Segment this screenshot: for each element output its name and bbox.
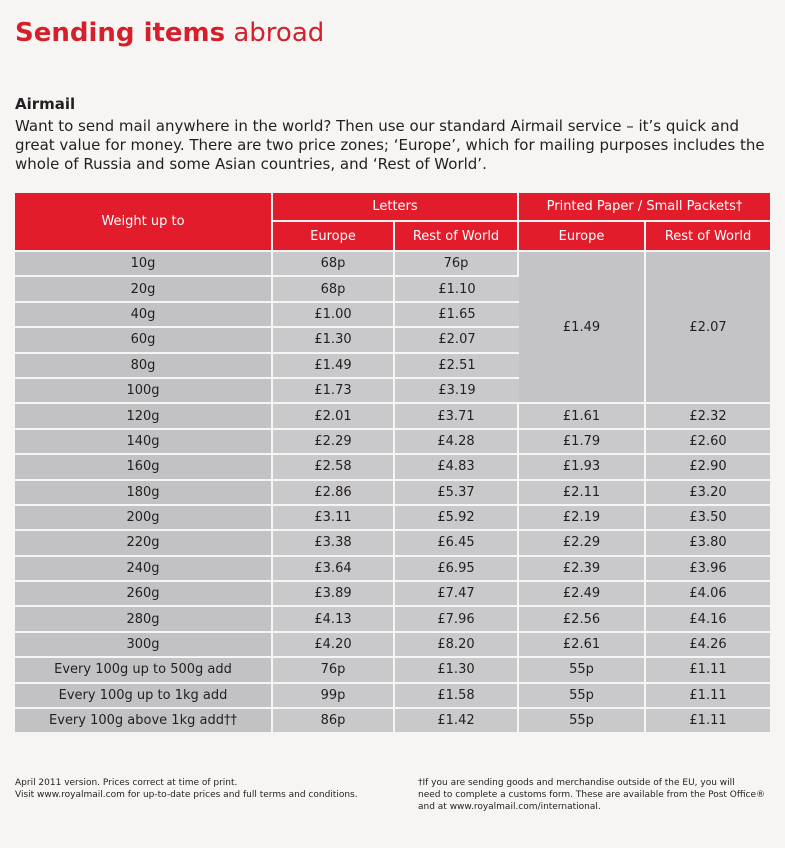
table-row [15, 531, 770, 556]
table-row [15, 582, 770, 607]
letters-europe-cell: 68p [273, 252, 395, 277]
table-row [15, 430, 770, 455]
weight-cell: 120g [15, 404, 273, 429]
letters-row-cell: £5.37 [395, 481, 519, 506]
letters-row-cell: £2.07 [395, 328, 519, 353]
printed-europe-cell: £2.61 [519, 633, 646, 658]
weight-cell: 280g [15, 607, 273, 632]
table-row [15, 455, 770, 480]
letters-europe-cell: £4.20 [273, 633, 395, 658]
page-title [15, 18, 324, 48]
weight-cell: 140g [15, 430, 273, 455]
letters-row-cell: £1.10 [395, 277, 519, 302]
table-row [15, 557, 770, 582]
letters-europe-cell: £1.73 [273, 379, 395, 404]
printed-row-cell: £4.26 [646, 633, 770, 658]
letters-europe-cell: £2.58 [273, 455, 395, 480]
letters-row-cell: £8.20 [395, 633, 519, 658]
letters-europe-cell: £1.49 [273, 354, 395, 379]
printed-row-cell: £3.80 [646, 531, 770, 556]
table-row [15, 506, 770, 531]
weight-cell: 220g [15, 531, 273, 556]
rates-table [15, 193, 770, 734]
printed-europe-cell: £2.29 [519, 531, 646, 556]
letters-europe-cell: £3.11 [273, 506, 395, 531]
letters-row-cell: £4.83 [395, 455, 519, 480]
letters-europe-cell: 76p [273, 658, 395, 683]
airmail-heading: Airmail [15, 95, 76, 113]
letters-europe-cell: £2.01 [273, 404, 395, 429]
airmail-intro: Want to send mail anywhere in the world? Then use our standard Airmail service – it’s quick and great value for money. There are two price zones; ‘Europe’, which for mailing purposes includes the whole of Russia and some Asian countries, and ‘Rest of World’. [15, 117, 765, 173]
printed-row-cell: £3.20 [646, 481, 770, 506]
letters-row-cell: £1.65 [395, 303, 519, 328]
letters-row-cell: £1.58 [395, 684, 519, 709]
table-row [15, 658, 770, 683]
letters-row-cell: £3.19 [395, 379, 519, 404]
table-row [15, 684, 770, 709]
weight-cell: Every 100g above 1kg add†† [15, 709, 273, 734]
letters-europe-header: Europe [273, 222, 395, 252]
letters-row-cell: £1.30 [395, 658, 519, 683]
weight-cell: 20g [15, 277, 273, 302]
table-row [15, 607, 770, 632]
weight-cell: 40g [15, 303, 273, 328]
printed-europe-cell: £2.19 [519, 506, 646, 531]
weight-cell: 300g [15, 633, 273, 658]
table-row [15, 709, 770, 734]
letters-row-cell: £6.45 [395, 531, 519, 556]
printed-europe-cell: 55p [519, 658, 646, 683]
printed-row-cell: £2.32 [646, 404, 770, 429]
table-row [15, 481, 770, 506]
page-title-bold: Sending items [15, 18, 226, 48]
letters-row-cell: £3.71 [395, 404, 519, 429]
printed-row-cell: £1.11 [646, 658, 770, 683]
weight-cell: 100g [15, 379, 273, 404]
letters-header: Letters [273, 193, 519, 222]
letters-europe-cell: £4.13 [273, 607, 395, 632]
footer-left-line: April 2011 version. Prices correct at time of print. [15, 778, 238, 788]
weight-cell: 60g [15, 328, 273, 353]
letters-europe-cell: £3.38 [273, 531, 395, 556]
printed-row-cell: £4.06 [646, 582, 770, 607]
letters-row-cell: £7.47 [395, 582, 519, 607]
letters-row-cell: £6.95 [395, 557, 519, 582]
letters-europe-cell: £1.30 [273, 328, 395, 353]
table-row [15, 633, 770, 658]
weight-cell: Every 100g up to 500g add [15, 658, 273, 683]
printed-row-cell: £4.16 [646, 607, 770, 632]
letters-europe-cell: £3.89 [273, 582, 395, 607]
letters-row-cell: £2.51 [395, 354, 519, 379]
letters-row-cell: £4.28 [395, 430, 519, 455]
weight-cell: 180g [15, 481, 273, 506]
printed-row-cell: £3.50 [646, 506, 770, 531]
weight-cell: 200g [15, 506, 273, 531]
printed-europe-cell: £2.11 [519, 481, 646, 506]
letters-row-cell: £1.42 [395, 709, 519, 734]
weight-cell: 160g [15, 455, 273, 480]
printed-header: Printed Paper / Small Packets† [519, 193, 770, 222]
printed-europe-cell: £1.61 [519, 404, 646, 429]
letters-europe-cell: 68p [273, 277, 395, 302]
footer-left [15, 777, 395, 801]
printed-row-cell: £3.96 [646, 557, 770, 582]
weight-cell: Every 100g up to 1kg add [15, 684, 273, 709]
printed-row-header: Rest of World [646, 222, 770, 252]
printed-row-cell: £2.90 [646, 455, 770, 480]
weight-cell: 80g [15, 354, 273, 379]
printed-europe-cell: £1.93 [519, 455, 646, 480]
printed-row-cell: £1.11 [646, 684, 770, 709]
printed-europe-merged-cell: £1.49 [519, 252, 646, 404]
printed-row-cell: £1.11 [646, 709, 770, 734]
footer-right-line: †If you are sending goods and merchandise outside of the EU, you will [418, 778, 735, 788]
letters-europe-cell: £3.64 [273, 557, 395, 582]
letters-row-cell: £7.96 [395, 607, 519, 632]
letters-row-cell: £5.92 [395, 506, 519, 531]
footer-left-line: Visit www.royalmail.com for up-to-date prices and full terms and conditions. [15, 790, 358, 800]
letters-europe-cell: 86p [273, 709, 395, 734]
letters-europe-cell: £2.29 [273, 430, 395, 455]
printed-row-merged-cell: £2.07 [646, 252, 770, 404]
printed-europe-cell: £2.49 [519, 582, 646, 607]
letters-europe-cell: £2.86 [273, 481, 395, 506]
printed-europe-cell: 55p [519, 709, 646, 734]
printed-europe-cell: £2.39 [519, 557, 646, 582]
letters-row-header: Rest of World [395, 222, 519, 252]
weight-header: Weight up to [15, 193, 273, 252]
table-row [15, 404, 770, 429]
printed-row-cell: £2.60 [646, 430, 770, 455]
footer-right [418, 777, 768, 813]
printed-europe-cell: £1.79 [519, 430, 646, 455]
letters-europe-cell: £1.00 [273, 303, 395, 328]
table-row [15, 252, 770, 277]
footer-right-line: and at www.royalmail.com/international. [418, 802, 601, 812]
weight-cell: 260g [15, 582, 273, 607]
weight-cell: 10g [15, 252, 273, 277]
letters-row-cell: 76p [395, 252, 519, 277]
printed-europe-cell: £2.56 [519, 607, 646, 632]
footer-right-line: need to complete a customs form. These are available from the Post Office® [418, 790, 766, 800]
page-title-light: abroad [233, 18, 325, 48]
weight-cell: 240g [15, 557, 273, 582]
letters-europe-cell: 99p [273, 684, 395, 709]
printed-europe-header: Europe [519, 222, 646, 252]
printed-europe-cell: 55p [519, 684, 646, 709]
